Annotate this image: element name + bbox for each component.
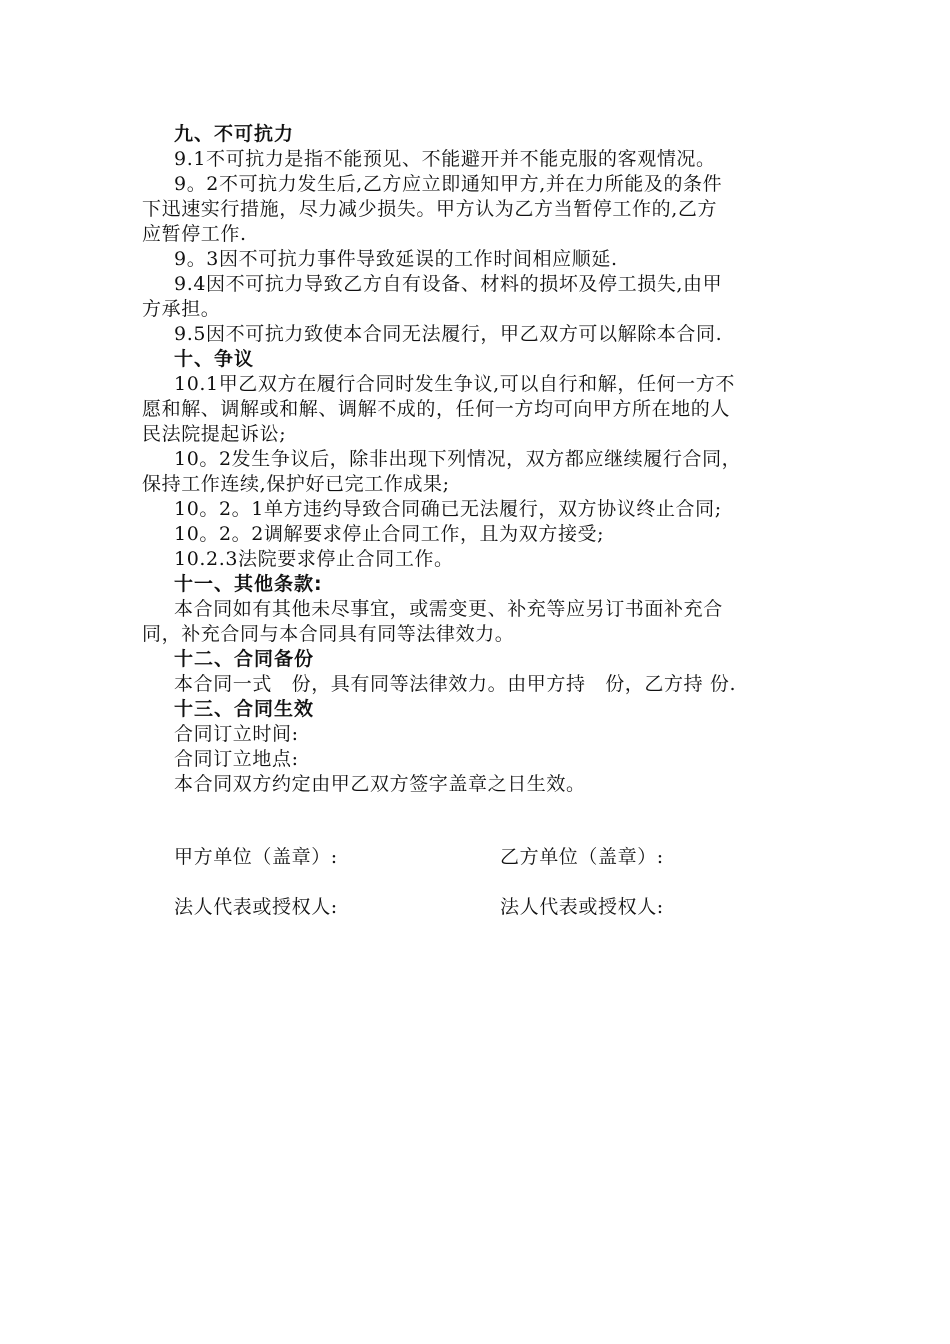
section-heading-force-majeure: 九、不可抗力 <box>174 123 295 145</box>
effectiveness-clause: 本合同双方约定由甲乙双方签字盖章之日生效。 <box>174 773 586 795</box>
clause-10-1: 10.1甲乙双方在履行合同时发生争议,可以自行和解，任何一方不 <box>174 373 735 395</box>
party-a-unit-label: 甲方单位（盖章）: <box>174 846 338 868</box>
clause-9-2: 9。2不可抗力发生后,乙方应立即通知甲方,并在力所能及的条件 <box>174 173 723 195</box>
clause-9-3: 9。3因不可抗力事件导致延误的工作时间相应顺延. <box>174 248 618 270</box>
clause-9-1: 9.1不可抗力是指不能预见、不能避开并不能克服的客观情况。 <box>174 148 716 170</box>
signature-block <box>174 845 794 945</box>
contract-body <box>142 122 820 797</box>
clause-10-2-cont: 保持工作连续,保护好已完工作成果; <box>142 473 450 495</box>
signature-row-rep <box>174 895 794 920</box>
clause-12-1: 本合同一式 份，具有同等法律效力。由甲方持 份，乙方持 份. <box>174 673 737 695</box>
clause-10-2-2: 10。2。2调解要求停止合同工作，且为双方接受; <box>174 523 605 545</box>
clause-10-1-cont2: 民法院提起诉讼; <box>142 423 287 445</box>
signing-place: 合同订立地点: <box>174 748 299 770</box>
section-heading-effectiveness: 十三、合同生效 <box>174 698 315 720</box>
clause-9-4: 9.4因不可抗力导致乙方自有设备、材料的损坏及停工损失,由甲 <box>174 273 723 295</box>
clause-9-4-cont: 方承担。 <box>142 298 221 320</box>
section-heading-other-terms: 十一、其他条款: <box>174 573 323 595</box>
clause-9-2-cont2: 应暂停工作. <box>142 223 247 245</box>
clause-10-2-1: 10。2。1单方违约导致合同确已无法履行，双方协议终止合同; <box>174 498 722 520</box>
clause-10-1-cont: 愿和解、调解或和解、调解不成的，任何一方均可向甲方所在地的人 <box>142 398 731 420</box>
clause-9-5: 9.5因不可抗力致使本合同无法履行，甲乙双方可以解除本合同. <box>174 323 723 345</box>
section-heading-copies: 十二、合同备份 <box>174 648 315 670</box>
signing-time: 合同订立时间: <box>174 723 299 745</box>
clause-10-2: 10。2发生争议后，除非出现下列情况，双方都应继续履行合同， <box>174 448 742 470</box>
clause-11-1: 本合同如有其他未尽事宜，或需变更、补充等应另订书面补充合 <box>174 598 723 620</box>
section-heading-dispute: 十、争议 <box>174 348 255 370</box>
clause-9-2-cont: 下迅速实行措施，尽力减少损失。甲方认为乙方当暂停工作的,乙方 <box>142 198 718 220</box>
clause-11-1-cont: 同，补充合同与本合同具有同等法律效力。 <box>142 623 515 645</box>
party-a-rep-label: 法人代表或授权人: <box>174 896 338 918</box>
clause-10-2-3: 10.2.3法院要求停止合同工作。 <box>174 548 454 570</box>
party-b-unit-label: 乙方单位（盖章）: <box>500 846 664 868</box>
signature-row-unit <box>174 845 794 870</box>
party-b-rep-label: 法人代表或授权人: <box>500 896 664 918</box>
